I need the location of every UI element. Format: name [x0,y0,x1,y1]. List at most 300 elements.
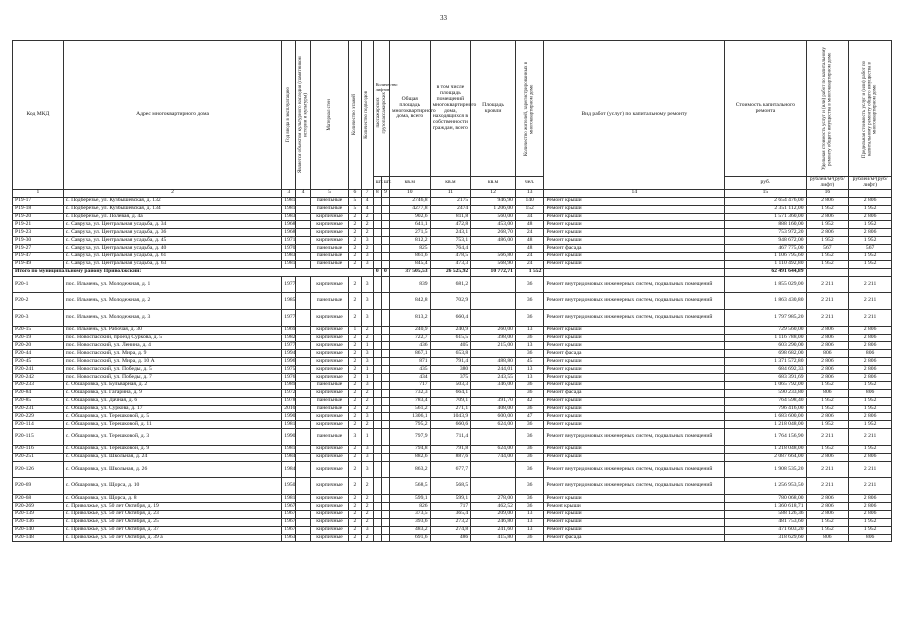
cell-roof: 486,00 [471,237,516,245]
cell-total: 240,9 [389,326,430,334]
cell-entr: 3 [361,237,373,245]
cell-empty [373,374,381,382]
cell-code: Р20-136 [13,518,64,526]
cell-roof: 278,00 [471,495,516,503]
table-row [13,526,892,534]
cell-year: 1963 [282,534,296,542]
cell-empty [296,276,310,293]
cell-floors: 2 [349,495,361,503]
cell-empty [381,510,389,518]
cell-limit: 2 806 [849,358,892,366]
cell-cost: 948 672,00 [725,237,806,245]
cell-walls: кирпичные [310,276,349,293]
cell-code: Р20-241 [13,366,64,374]
cell-code: Р20-3 [13,310,64,327]
cell-empty [373,221,381,229]
cell-entr: 3 [361,445,373,453]
cell-empty [373,366,381,374]
cell-res: 36 [515,478,543,495]
cell-roof: 243,55 [471,374,516,382]
cell-address: с. Обшаровка, ул. Школьная, д. 26 [63,461,281,478]
table-row [13,342,892,350]
cell-entr: 3 [361,276,373,293]
cell-unit: 2 806 [806,366,849,374]
cell-works: Ремонт крыши [544,237,725,245]
cell-roof: 600,00 [471,413,516,421]
cell-living: 811,8 [430,213,471,221]
capital-repair-register-table [12,40,892,542]
cell-code: Р20-15 [13,326,64,334]
cell-cost: 1 116 788,00 [725,334,806,342]
cell-total: 271,5 [389,229,430,237]
table-row [13,389,892,397]
cell-year: 1983 [282,213,296,221]
column-number: 9 [381,189,389,197]
cell-walls: кирпичные [310,237,349,245]
cell-res: 140 [515,197,543,205]
cell-empty [373,197,381,205]
cell-address: пос. Новоспасский, ул. Мира, д. 10 А [63,358,281,366]
cell-works: Ремонт крыши [544,445,725,453]
cell-year: 1967 [282,526,296,534]
table-row [13,310,892,327]
cell-year: 1967 [282,518,296,526]
cell-floors: 2 [349,366,361,374]
cell-roof: 566,80 [471,252,516,260]
cell-empty [381,518,389,526]
cell-empty [373,518,381,526]
cell-living: 764,4 [430,245,471,253]
cell-floors: 2 [349,237,361,245]
cell-cost: 1 218 048,00 [725,445,806,453]
total-row [13,268,892,276]
cell-empty [373,213,381,221]
cell-year: 1981 [282,197,296,205]
header-lifts-cargo: грузопассажирских [381,92,387,134]
header-walls: Материал стен [326,99,332,131]
table-row [13,350,892,358]
column-number: 7 [361,189,373,197]
cell-empty [381,495,389,503]
cell-code: Р20-116 [13,445,64,453]
cell-empty [373,534,381,542]
table-row [13,326,892,334]
cell-total: 435 [389,366,430,374]
cell-entr: 3 [361,453,373,461]
cell-entr: 3 [361,358,373,366]
cell-empty [296,334,310,342]
cell-total: 902,6 [389,213,430,221]
cell-empty [296,478,310,495]
cell-limit: 2 806 [849,229,892,237]
cell-limit: 2 806 [849,326,892,334]
unit-limit-cost: рублей/м²(руб/лифт) [849,177,892,190]
cell-floors: 2 [349,276,361,293]
cell-roof: 346,00 [471,381,516,389]
cell-works: Ремонт крыши [544,334,725,342]
table-row [13,453,892,461]
cell-walls: кирпичные [310,478,349,495]
table-row [13,293,892,310]
cell-total: 1306,1 [389,413,430,421]
cell-unit: 2 806 [806,229,849,237]
column-number: 4 [296,189,310,197]
cell-year: 1984 [282,461,296,478]
cell-res: 45 [515,358,543,366]
cell-address: с. Приволжье, ул. 50 лет Октября, д. 19 [63,503,281,511]
cell-walls: кирпичные [310,421,349,429]
cell-limit: 2 806 [849,213,892,221]
cell-living: 653,8 [430,350,471,358]
cell-year: 1975 [282,366,296,374]
header-living-area: в том числе площадь помещений многоквартирного дома, находящихся в собственности граждан, всего [430,41,471,177]
cell-address: пос. Ильмень, ул. Рабочая, д. 30 [63,326,281,334]
cell-code: Р20-45 [13,358,64,366]
cell-living: 240,9 [430,326,471,334]
cell-total: 795,2 [389,421,430,429]
table-row [13,397,892,405]
cell-roof: 215,00 [471,342,516,350]
cell-entr: 2 [361,478,373,495]
cell-unit: 2 211 [806,276,849,293]
cell-empty [373,453,381,461]
cell-res: 36 [515,461,543,478]
cell-code: Р20-68 [13,495,64,503]
cell-floors: 3 [349,429,361,446]
cell-address: с. Подберезье, ул. Кузбышевская, д. 132 [63,197,281,205]
cell-code: Р20-139 [13,510,64,518]
cell-cost: 1 855 029,00 [725,276,806,293]
cell-works: Ремонт крыши [544,421,725,429]
cell-address: с. Обшаровка, ул. Дачная, д. 6 [63,397,281,405]
cell-unit: 2 211 [806,478,849,495]
cell-entr: 2 [361,389,373,397]
cell-empty [296,374,310,382]
cell-address: пос. Новоспасский, ул. Победы, д. 5 [63,366,281,374]
cell-floors: 5 [349,197,361,205]
cell-floors: 2 [349,453,361,461]
cell-empty [296,221,310,229]
page-number: 33 [440,14,447,22]
cell-empty [381,381,389,389]
cell-total: 812,2 [389,237,430,245]
cell-entr: 2 [361,326,373,334]
cell-cost: 1 218 048,00 [725,421,806,429]
cell-entr: 2 [361,405,373,413]
cell-empty [381,310,389,327]
cell-res: 36 [515,276,543,293]
cell-empty [296,445,310,453]
cell-roof [471,389,516,397]
cell-walls: кирпичные [310,461,349,478]
cell-empty [296,413,310,421]
cell-cost: 683 391,69 [725,374,806,382]
cell-total: 722,7 [389,334,430,342]
cell-total: 867,1 [389,350,430,358]
cell-living: 599,1 [430,495,471,503]
cell-works: Ремонт крыши [544,397,725,405]
unit-living-area: кв.м [430,177,471,190]
cell-cost: 2 087 664,00 [725,453,806,461]
cell-total: 568,5 [389,478,430,495]
cell-living: 753,1 [430,237,471,245]
cell-total: 813,2 [389,310,430,327]
cell-floors: 2 [349,342,361,350]
cell-roof: 268,70 [471,229,516,237]
cell-living: 375 [430,374,471,382]
cell-code: Р20-269 [13,503,64,511]
cell-code: Р19-49 [13,260,64,268]
cell-empty [373,326,381,334]
cell-code: Р19-21 [13,221,64,229]
cell-roof: 408,00 [471,405,516,413]
cell-living: 2474 [430,205,471,213]
cell-empty [296,534,310,542]
cell-limit: 1 952 [849,445,892,453]
cell-floors: 2 [349,374,361,382]
cell-empty [296,245,310,253]
table-row [13,205,892,213]
cell-empty [296,366,310,374]
cell-unit: 2 211 [806,310,849,327]
cell-walls: кирпичные [310,334,349,342]
table-row [13,421,892,429]
cell-unit: 2 806 [806,503,849,511]
cell-empty [381,534,389,542]
cell-address: с. Савруха, ул. Центральная усадьба, д. 63 [63,260,281,268]
cell-works: Ремонт крыши [544,326,725,334]
cell-floors: 2 [349,510,361,518]
cell-total: 845,4 [389,260,430,268]
cell-code: Р20-2 [13,293,64,310]
cell-empty [373,461,381,478]
cell-empty [381,350,389,358]
cell-res: 36 [515,421,543,429]
table-row [13,260,892,268]
cell-living: 791,4 [430,358,471,366]
cell-cost: 698 682,00 [725,350,806,358]
cell-year: 1977 [282,276,296,293]
cell-living: 791,8 [430,445,471,453]
cell-address: с. Савруха, ул. Центральная усадьба, д. 36 [63,229,281,237]
cell-entr: 3 [361,252,373,260]
cell-empty [296,495,310,503]
cell-walls: кирпичные [310,453,349,461]
unit-roof-area: кв.м [471,177,516,190]
cell-walls: панельные [310,381,349,389]
cell-unit: 2 211 [806,461,849,478]
cell-year: 1981 [282,421,296,429]
cell-total: 882,6 [389,453,430,461]
cell-works: Ремонт крыши [544,342,725,350]
cell-res: 24 [515,252,543,260]
cell-cost: 1 683 600,00 [725,413,806,421]
cell-year: 1981 [282,260,296,268]
cell-unit: 806 [806,389,849,397]
cell-floors: 1 [349,326,361,334]
cell-empty [381,213,389,221]
cell-address: с. Приволжье, ул. 50 лет Октября, д. 25 [63,518,281,526]
cell-cost: 1 797 985,20 [725,310,806,327]
cell-unit: 2 806 [806,358,849,366]
cell-works: Ремонt крыши [544,503,725,511]
cell-res: 24 [515,229,543,237]
cell-empty [381,276,389,293]
cell-empty [381,478,389,495]
cell-roof [471,245,516,253]
cell-limit: 806 [849,534,892,542]
cell-empty [381,389,389,397]
cell-cost: 481 753,60 [725,518,806,526]
cell-empty [373,205,381,213]
cell-entr: 2 [361,245,373,253]
cell-code: Р20-148 [13,534,64,542]
cell-unit: 2 211 [806,293,849,310]
cell-walls: кирпичные [310,229,349,237]
cell-total: 871 [389,358,430,366]
cell-roof [471,310,516,327]
cell-empty [296,429,310,446]
header-limit-cost: Предельная стоимость услуг и (или) работ по капитальному ремонту общего имущества в многоквартирном доме [862,59,878,158]
cell-res: 36 [515,503,543,511]
cell-works: Ремонт внутридомовых инженерных систем, подвальных помещений [544,310,725,327]
total-living: 26 525,92 [430,268,471,276]
cell-empty [373,237,381,245]
cell-year: 1978 [282,397,296,405]
cell-address: с. Приволжье, ул. 50 лет Октября, д. 39 а [63,534,281,542]
cell-roof: 415,80 [471,534,516,542]
cell-limit: 806 [849,389,892,397]
cell-cost: 318 629,60 [725,534,806,542]
cell-empty [381,229,389,237]
cell-year: 1977 [282,310,296,327]
cell-empty [296,461,310,478]
total-pass: 0 [373,268,381,276]
cell-walls: кирпичные [310,413,349,421]
cell-floors: 2 [349,260,361,268]
cell-empty [373,276,381,293]
cell-address: с. Савруха, ул. Центральная усадьба, д. 45 [63,237,281,245]
cell-total: 861,6 [389,252,430,260]
cell-empty [381,366,389,374]
cell-works: Ремонт крыши [544,405,725,413]
cell-total: 691,6 [389,534,430,542]
cell-year: 1968 [282,221,296,229]
cell-unit: 1 952 [806,526,849,534]
cell-floors: 2 [349,413,361,421]
cell-code: Р19-27 [13,245,64,253]
cell-limit: 2 211 [849,293,892,310]
cell-unit: 806 [806,534,849,542]
cell-limit: 1 952 [849,381,892,389]
cell-res: 24 [515,260,543,268]
cell-address: с. Обшаровка, ул. Терешковой, д. 3 [63,429,281,446]
cell-walls: панельные [310,293,349,310]
cell-total: 373,5 [389,510,430,518]
cell-empty [373,405,381,413]
cell-empty [381,526,389,534]
cell-year: 1981 [282,445,296,453]
cell-address: пос. Ильмень, ул. Молодежная, д. 3 [63,310,281,327]
cell-unit: 1 952 [806,405,849,413]
cell-res: 36 [515,453,543,461]
total-label: Итого по муниципальному району Приволжский: [13,268,374,276]
cell-roof [471,276,516,293]
header-cost: Стоимость капитального ремонта [725,41,806,177]
cell-empty [381,334,389,342]
cell-floors: 5 [349,205,361,213]
table-row [13,366,892,374]
cell-address: пос. Новоспасский, ул. Победы, д. 7 [63,374,281,382]
cell-living: 664,1 [430,389,471,397]
cell-walls: кирпичные [310,534,349,542]
cell-empty [381,252,389,260]
cell-address: с. Обшаровка, ул. Суркова, д. 17 [63,405,281,413]
cell-address: с. Савруха, ул. Центральная усадьба, д. 40 [63,245,281,253]
cell-entr: 2 [361,421,373,429]
column-number: 16 [806,189,849,197]
header-roof-area: Площадь кровли [471,41,516,177]
cell-walls: кирпичные [310,374,349,382]
cell-living: 568,5 [430,478,471,495]
cell-empty [373,245,381,253]
cell-res: 13 [515,326,543,334]
cell-res: 36 [515,293,543,310]
cell-roof: 744,00 [471,453,516,461]
header-works: Вид работ (услуг) по капитальному ремонту [544,41,725,190]
cell-limit: 2 211 [849,310,892,327]
table-body-bottom [13,276,892,542]
cell-floors: 2 [349,293,361,310]
cell-works: Ремонт крыши [544,453,725,461]
cell-year: 1981 [282,205,296,213]
cell-year: 1981 [282,495,296,503]
cell-entr: 3 [361,310,373,327]
cell-year: 1969 [282,326,296,334]
unit-lifts-cargo: шт. [381,177,389,190]
cell-total: 842,8 [389,293,430,310]
cell-empty [373,350,381,358]
cell-year: 1972 [282,389,296,397]
cell-address: с. Приволжье, ул. 50 лет Октября, д. 23 [63,510,281,518]
cell-year: 1983 [282,252,296,260]
cell-empty [296,397,310,405]
cell-total: 797,9 [389,429,430,446]
cell-unit: 1 952 [806,381,849,389]
cell-living: 503,3 [430,381,471,389]
column-number: 3 [282,189,296,197]
header-code: Код МКД [13,41,64,190]
cell-floors: 2 [349,310,361,327]
cell-works: Ремонт фасада [544,245,725,253]
cell-code: Р20-233 [13,381,64,389]
cell-empty [373,293,381,310]
cell-floors: 2 [349,526,361,534]
cell-limit: 806 [849,350,892,358]
cell-limit: 2 806 [849,510,892,518]
cell-year: 2010 [282,405,296,413]
cell-walls: кирпичные [310,366,349,374]
cell-walls: кирпичные [310,510,349,518]
cell-empty [373,310,381,327]
cell-year: 1971 [282,237,296,245]
cell-living: 243,1 [430,229,471,237]
cell-roof [471,429,516,446]
table-row [13,221,892,229]
cell-limit: 2 806 [849,334,892,342]
cell-empty [373,397,381,405]
cell-works: Ремонт внутридомовых инженерных систем, подвальных помещений [544,276,725,293]
